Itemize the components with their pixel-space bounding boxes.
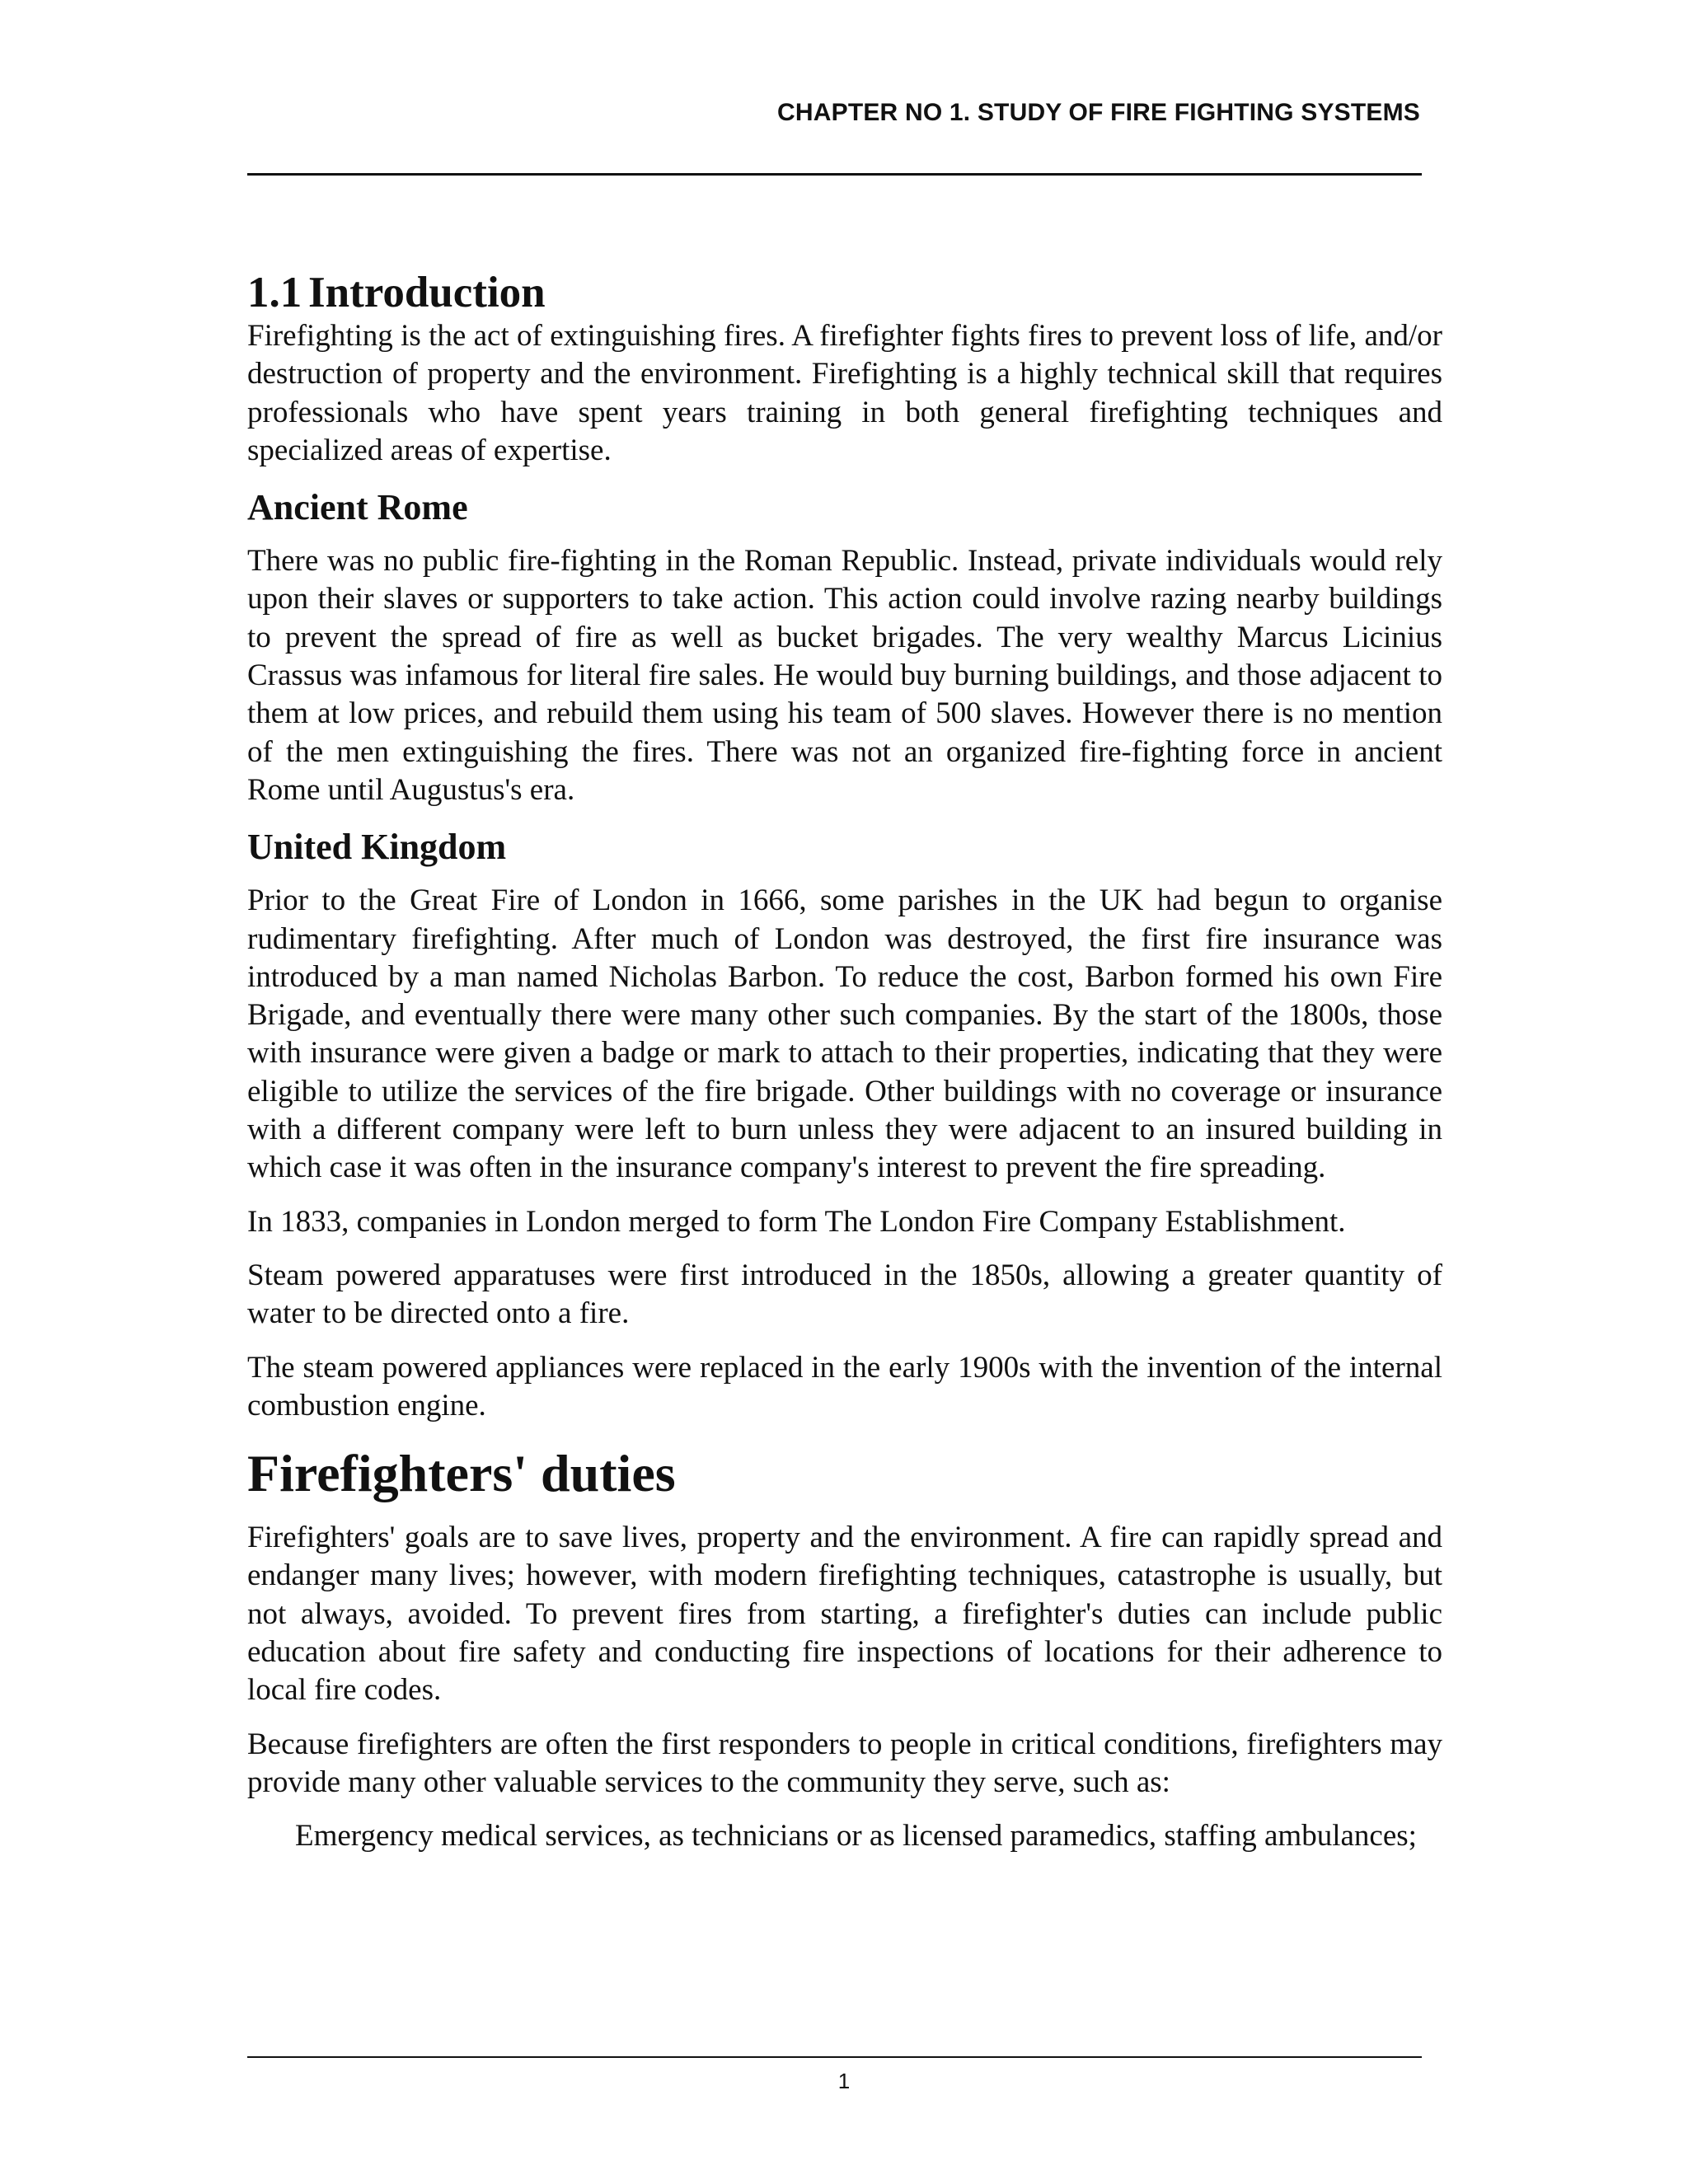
rome-paragraph: There was no public fire-fighting in the Roman Republic. Instead, private individuals would rely upon their slaves or supporters to take action. This action could involve razing nearby buildings to prevent the spread of fire as well as bucket brigades. The very wealthy Marcus Licinius Crassus was infamous for literal fire sales. He would buy burning buildings, and those adjacent to them at low prices, and rebuild them using his team of 500 slaves. However there is no mention of the men extinguishing the fires. There was not an organized fire-fighting force in ancient Rome until Augustus's era. — [247, 544, 1442, 807]
footer-rule — [247, 2056, 1422, 2058]
intro-paragraph: Firefighting is the act of extinguishing fires. A firefighter fights fires to prevent loss of life, and/or destruction of property and the environment. Firefighting is a highly technical skill that requires professionals who have spent years training in both general firefighting techniques and specialized areas of expertise. — [247, 319, 1442, 467]
subheading-ancient-rome: Ancient Rome — [247, 487, 468, 528]
page-content — [247, 268, 1442, 1856]
section-heading-introduction — [247, 268, 1442, 317]
uk-paragraph-4: The steam powered appliances were replaced in the early 1900s with the invention of the internal combustion engine. — [247, 1350, 1442, 1422]
uk-paragraph-3: Steam powered apparatuses were first introduced in the 1850s, allowing a greater quantity of water to be directed onto a fire. — [247, 1258, 1442, 1331]
running-header: CHAPTER NO 1. STUDY OF FIRE FIGHTING SYSTEMS — [777, 99, 1420, 126]
section-number: 1.1 — [247, 269, 302, 316]
duties-paragraph-2: Because firefighters are often the first responders to people in critical conditions, firefighters may provide many other valuable services to the community they serve, such as: — [247, 1727, 1442, 1799]
services-list — [247, 1817, 1442, 1855]
list-item: Emergency medical services, as technicians or as licensed paramedics, staffing ambulances; — [295, 1819, 1417, 1854]
uk-paragraph-2: In 1833, companies in London merged to form The London Fire Company Establishment. — [247, 1204, 1346, 1239]
section-title: Introduction — [308, 269, 546, 316]
uk-paragraph-1: Prior to the Great Fire of London in 1666, some parishes in the UK had begun to organise rudimentary firefighting. After much of London was destroyed, the first fire insurance was introduced by a man named Nicholas Barbon. To reduce the cost, Barbon formed his own Fire Brigade, and eventually there were many other such companies. By the start of the 1800s, those with insurance were given a badge or mark to attach to their properties, indicating that they were eligible to utilize the services of the fire brigade. Other buildings with no coverage or insurance with a different company were left to burn unless they were adjacent to an insured building in which case it was often in the insurance company's interest to prevent the fire spreading. — [247, 883, 1442, 1185]
heading-firefighters-duties: Firefighters' duties — [247, 1444, 676, 1503]
page-number: 1 — [837, 2069, 851, 2093]
subheading-united-kingdom: United Kingdom — [247, 827, 507, 868]
duties-paragraph-1: Firefighters' goals are to save lives, property and the environment. A fire can rapidly spread and endanger many lives; however, with modern firefighting techniques, catastrophe is usually, but not always, avoided. To prevent fires from starting, a firefighter's duties can include public education about fire safety and conducting fire inspections of locations for their adherence to local fire codes. — [247, 1521, 1442, 1708]
header-rule — [247, 173, 1422, 176]
